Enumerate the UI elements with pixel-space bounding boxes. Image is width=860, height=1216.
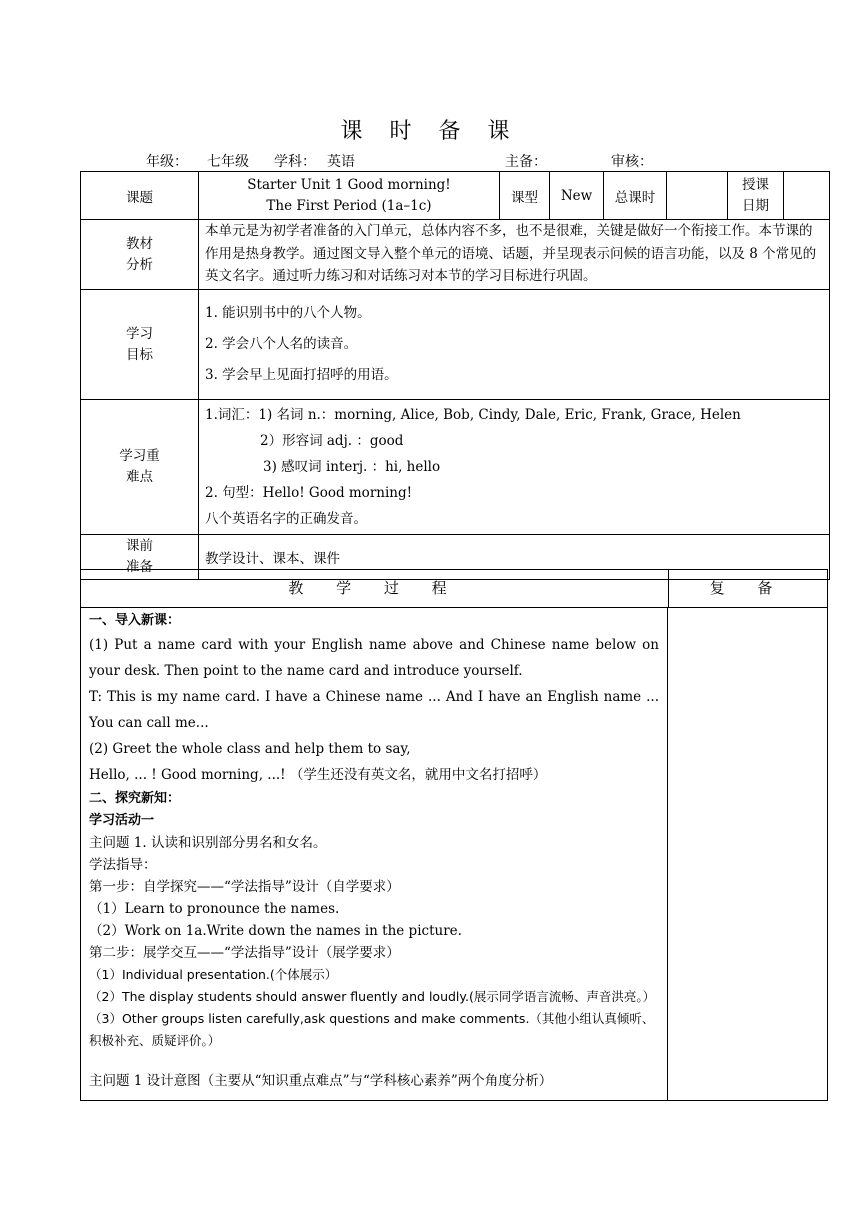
design-intent: 主问题 1 设计意图（主要从“知识重点难点”与“学科核心素养”两个角度分析） <box>89 1073 553 1089</box>
grade-value: 七年级 <box>207 154 249 170</box>
analysis-label-1: 教材 <box>126 235 153 252</box>
revision-heading: 复 备 <box>669 570 827 608</box>
lead-teacher-label: 主备： <box>505 154 547 170</box>
step-2-item: （3）Other groups listen carefully,ask questions and make comments.（其他小组认真倾听、积极补充、质疑评价。） <box>89 1011 655 1048</box>
goals-label-1: 学习 <box>126 325 153 342</box>
key-point-line: 2）形容词 adj. ：good <box>260 433 404 449</box>
lesson-info-table <box>80 171 830 580</box>
page-title: 课 时 备 课 <box>340 119 520 144</box>
process-heading: 教 学 过 程 <box>81 570 669 608</box>
analysis-row <box>81 220 830 290</box>
teaching-process-table <box>80 569 828 1101</box>
prep-text: 教学设计、课本、课件 <box>199 535 830 580</box>
step-2-title: 第二步：展学交互——“学法指导”设计（展学要求） <box>89 945 400 961</box>
reviewer-label: 审核： <box>611 154 653 170</box>
prep-label-2: 准备 <box>126 559 153 575</box>
grade-label: 年级： <box>146 154 188 170</box>
step-2-item: （1）Individual presentation.(个体展示） <box>89 967 338 982</box>
main-question-1: 主问题 1. 认读和识别部分男名和女名。 <box>89 835 327 851</box>
key-point-line: 3) 感叹词 interj. ：hi, hello <box>263 459 441 475</box>
intro-greeting: Hello, ... ! Good morning, ...! （学生还没有英文名，就用中文名打招呼） <box>89 767 547 783</box>
topic-row <box>81 172 830 220</box>
section-intro-title: 一、导入新课： <box>89 613 181 628</box>
goals-label <box>81 290 199 400</box>
topic-line-2: The First Period (1a–1c) <box>266 197 432 214</box>
goals-label-2: 目标 <box>126 346 153 363</box>
method-guide: 学法指导： <box>89 857 157 873</box>
teach-date-label-2: 日期 <box>742 197 769 214</box>
total-hours-value <box>667 172 728 220</box>
total-hours-label: 总课时 <box>604 172 667 220</box>
teach-date-label <box>728 172 784 220</box>
analysis-text: 本单元是为初学者准备的入门单元，总体内容不多，也不是很难，关键是做好一个衔接工作。本节课的作用是热身教学。通过图文导入整个单元的语境、话题，并呈现表示问候的语言功能，以及 8 个常见的英文名字。通过听力练习和对话练习对本节的学习目标进行巩固。 <box>199 220 830 290</box>
key-points-label <box>81 400 199 535</box>
subject-label: 学科： <box>274 154 316 170</box>
key-points-row <box>81 400 830 535</box>
key-points-label-1: 学习重 <box>119 448 160 464</box>
step-1-item: （1）Learn to pronounce the names. <box>89 901 340 917</box>
key-point-line: 八个英语名字的正确发音。 <box>205 511 367 527</box>
process-content <box>81 608 668 1100</box>
goals-row <box>81 290 830 400</box>
type-label: 课型 <box>500 172 550 220</box>
section-explore-title: 二、探究新知： <box>89 791 181 806</box>
key-points-list <box>199 400 830 535</box>
topic-line-1: Starter Unit 1 Good morning! <box>247 176 451 193</box>
goal-item: 2. 学会八个人名的读音。 <box>205 336 358 352</box>
step-1-item: （2）Work on 1a.Write down the names in the picture. <box>89 923 462 939</box>
key-point-line: 1.词汇：1) 名词 n.：morning, Alice, Bob, Cindy, Dale, Eric, Frank, Grace, Helen <box>205 407 741 423</box>
intro-step-1: (1) Put a name card with your English name above and Chinese name below on your desk. Then point to the name card and introduce yourself. <box>89 637 659 679</box>
analysis-label <box>81 220 199 290</box>
topic-label: 课题 <box>81 172 199 220</box>
key-point-line: 2. 句型：Hello! Good morning! <box>205 485 413 501</box>
intro-dialogue: T: This is my name card. I have a Chinese name ... And I have an English name ... You can call me... <box>89 689 659 731</box>
meta-row <box>0 151 860 171</box>
analysis-label-2: 分析 <box>126 256 153 273</box>
goal-item: 1. 能识别书中的八个人物。 <box>205 305 371 321</box>
key-points-label-2: 难点 <box>126 469 153 485</box>
step-1-title: 第一步：自学探究——“学法指导”设计（自学要求） <box>89 879 400 895</box>
type-value: New <box>550 172 604 220</box>
teach-date-label-1: 授课 <box>742 176 769 193</box>
goal-item: 3. 学会早上见面打招呼的用语。 <box>205 367 398 383</box>
activity-title: 学习活动一 <box>89 813 155 828</box>
subject-value: 英语 <box>327 154 355 170</box>
topic-cell <box>199 172 500 220</box>
step-2-item: （2）The display students should answer fluently and loudly.(展示同学语言流畅、声音洪亮。） <box>89 989 656 1004</box>
intro-step-2: (2) Greet the whole class and help them to say, <box>89 741 411 757</box>
prep-label-1: 课前 <box>126 538 153 554</box>
goals-list <box>199 290 830 400</box>
teach-date-value <box>784 172 830 220</box>
